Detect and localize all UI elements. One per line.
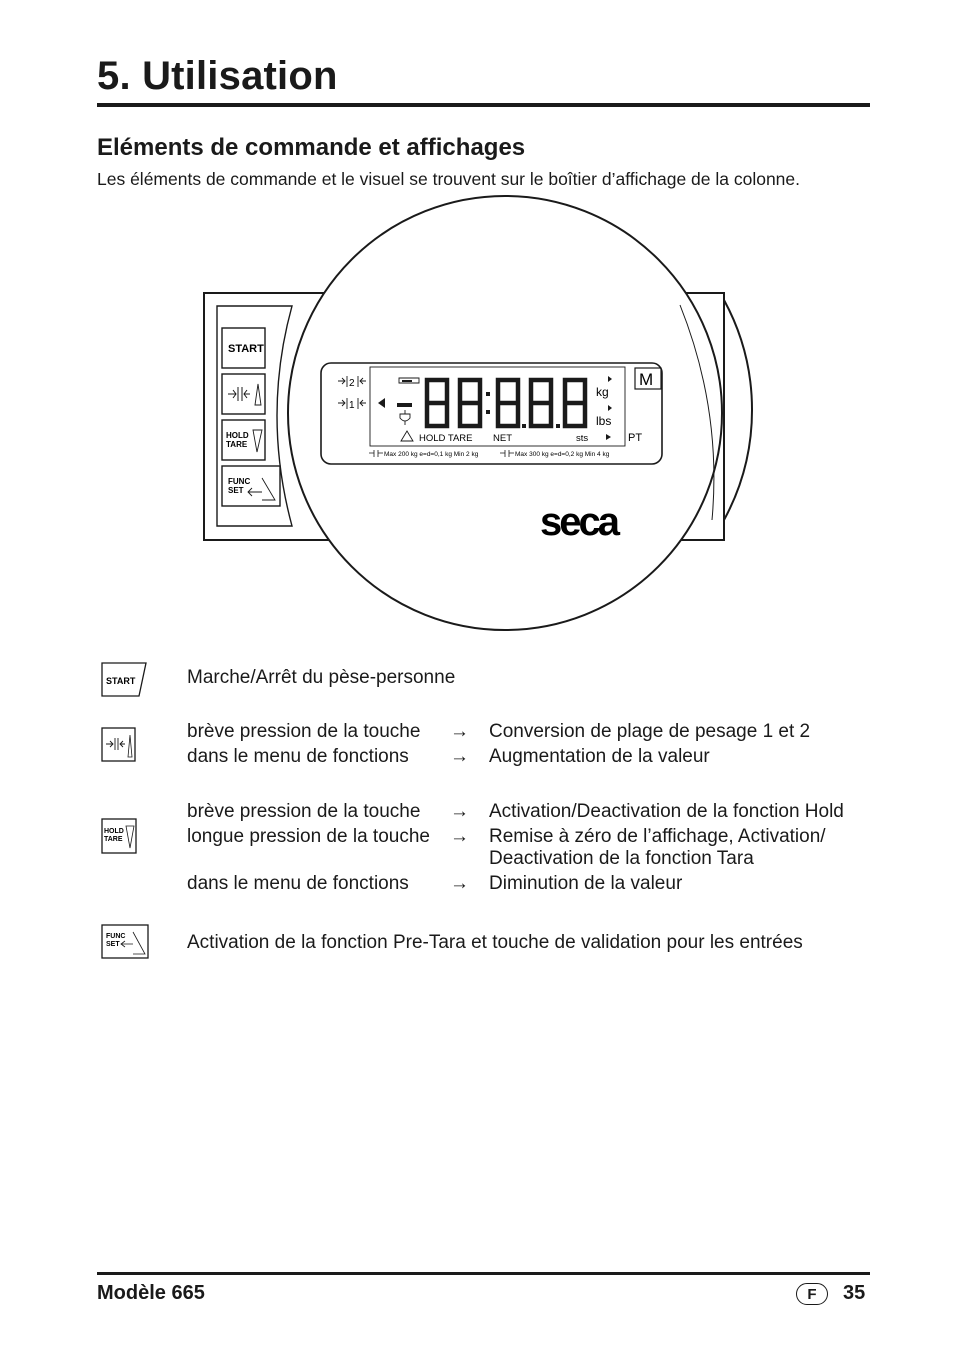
page-number: 35: [843, 1282, 866, 1304]
language-badge: F: [796, 1283, 828, 1305]
svg-text:TARE: TARE: [104, 836, 123, 843]
chapter-title: 5. Utilisation: [97, 54, 338, 98]
svg-text:FUNC: FUNC: [106, 933, 126, 940]
range-action-1: brève pression de la touche: [187, 721, 421, 742]
hold-action-3: dans le menu de fonctions: [187, 873, 409, 894]
range-2-label: 2: [349, 378, 355, 389]
set-key-label: SET: [228, 486, 244, 495]
svg-text:SET: SET: [106, 941, 120, 948]
range-key-drawing: [222, 374, 265, 414]
start-key-drawing: [222, 328, 265, 368]
memory-label: M: [639, 370, 654, 389]
hold-result-2: Remise à zéro de l’affichage, Activation/: [489, 826, 826, 847]
svg-text:HOLD: HOLD: [104, 828, 124, 835]
func-key-label: FUNC: [228, 477, 251, 486]
footer-rule: [97, 1272, 870, 1275]
hold-arrow-2: →: [450, 826, 469, 847]
range-result-1: Conversion de plage de pesage 1 et 2: [489, 721, 811, 742]
lcd-display: [321, 363, 662, 464]
seca-logo: seca: [540, 500, 617, 544]
specs-range-2: Max 300 kg e=d=0,2 kg Min 4 kg: [515, 451, 610, 458]
hold-tare-key-icon: [101, 818, 139, 856]
range-action-2: dans le menu de fonctions: [187, 746, 409, 767]
hold-action-2: longue pression de la touche: [187, 826, 430, 847]
func-set-key-icon: [101, 924, 151, 960]
func-set-key-drawing: [222, 466, 280, 506]
range-key-icon: [101, 727, 137, 763]
tare-key-label: TARE: [226, 440, 248, 449]
footer-model: Modèle 665: [97, 1282, 205, 1304]
range-result-2: Augmentation de la valeur: [489, 746, 710, 767]
specs-range-1: Max 200 kg e=d=0,1 kg Min 2 kg: [384, 451, 479, 458]
unit-kg-label: kg: [596, 385, 609, 399]
range-arrow-1: →: [450, 721, 469, 742]
hold-tare-indicator: HOLD TARE: [419, 433, 473, 444]
unit-lbs-label: lbs: [596, 414, 612, 428]
hold-action-1: brève pression de la touche: [187, 801, 421, 822]
sts-indicator: sts: [576, 433, 589, 444]
hold-key-label: HOLD: [226, 431, 249, 440]
hold-arrow-1: →: [450, 801, 469, 822]
svg-text:START: START: [106, 676, 136, 686]
device-illustration: [195, 190, 755, 640]
start-key-icon: [101, 662, 149, 698]
hold-result-2-continued: Deactivation de la fonction Tara: [489, 848, 754, 869]
range-1-label: 1: [349, 400, 355, 411]
hold-result-1: Activation/Deactivation de la fonction Hold: [489, 801, 844, 822]
pt-indicator: PT: [628, 432, 643, 444]
hold-result-3: Diminution de la valeur: [489, 873, 683, 894]
chapter-rule: [97, 103, 870, 107]
start-key-label: START: [228, 343, 264, 355]
hold-arrow-3: →: [450, 873, 469, 894]
start-description: Marche/Arrêt du pèse-personne: [187, 667, 456, 688]
range-arrow-2: →: [450, 746, 469, 767]
func-set-description: Activation de la fonction Pre-Tara et touche de validation pour les entrées: [187, 932, 803, 953]
hold-tare-key-drawing: [222, 420, 265, 460]
net-indicator: NET: [493, 433, 512, 444]
section-heading: Eléments de commande et affichages: [97, 134, 526, 161]
intro-text: Les éléments de commande et le visuel se trouvent sur le boîtier d’affichage de la colonne.: [97, 169, 801, 189]
